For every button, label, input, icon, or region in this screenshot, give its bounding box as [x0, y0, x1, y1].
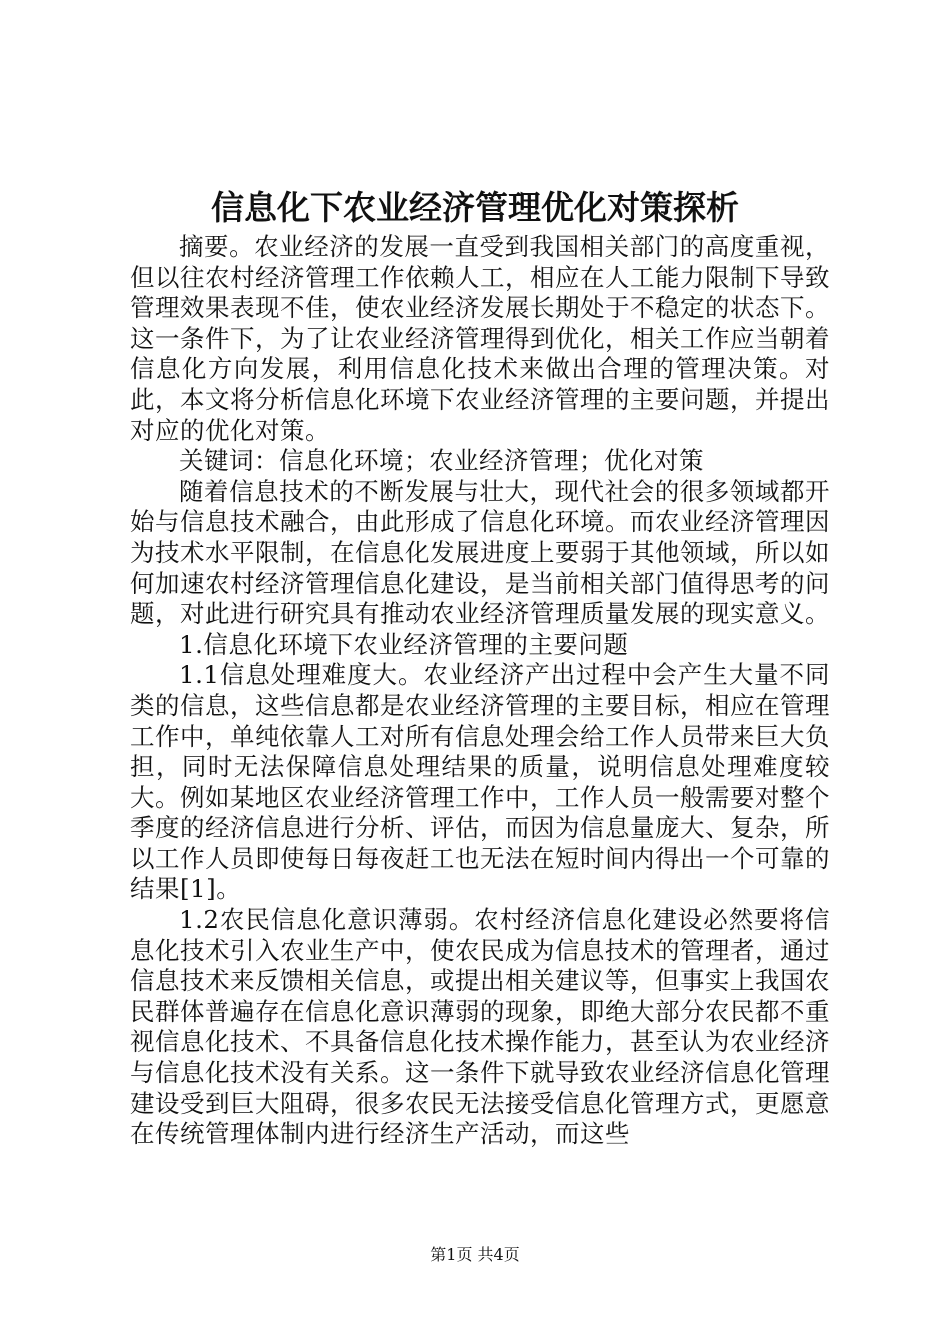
body-paragraph: 1.2农民信息化意识薄弱。农村经济信息化建设必然要将信息化技术引入农业生产中，使农民成为信息技术的管理者，通过信息技术来反馈相关信息，或提出相关建议等，但事实上我国农民群体普遍存在信息化意识薄弱的现象，即绝大部分农民都不重视信息化技术、不具备信息化技术操作能力，甚至认为农业经济与信息化技术没有关系。这一条件下就导致农业经济信息化管理建设受到巨大阻碍，很多农民无法接受信息化管理方式，更愿意在传统管理体制内进行经济生产活动，而这些 [130, 905, 830, 1149]
document-body [130, 232, 830, 1150]
abstract-paragraph: 摘要。农业经济的发展一直受到我国相关部门的高度重视，但以往农村经济管理工作依赖人工，相应在人工能力限制下导致管理效果表现不佳，使农业经济发展长期处于不稳定的状态下。这一条件下，为了让农业经济管理得到优化，相关工作应当朝着信息化方向发展，利用信息化技术来做出合理的管理决策。对此，本文将分析信息化环境下农业经济管理的主要问题，并提出对应的优化对策。 [130, 232, 830, 445]
intro-paragraph: 随着信息技术的不断发展与壮大，现代社会的很多领域都开始与信息技术融合，由此形成了信息化环境。而农业经济管理因为技术水平限制，在信息化发展进度上要弱于其他领域，所以如何加速农村经济管理信息化建设，是当前相关部门值得思考的问题，对此进行研究具有推动农业经济管理质量发展的现实意义。 [130, 476, 830, 629]
section-heading: 1.信息化环境下农业经济管理的主要问题 [179, 629, 629, 659]
body-paragraph: 1.1信息处理难度大。农业经济产出过程中会产生大量不同类的信息，这些信息都是农业经济管理的主要目标，相应在管理工作中，单纯依靠人工对所有信息处理会给工作人员带来巨大负担，同时无法保障信息处理结果的质量，说明信息处理难度较大。例如某地区农业经济管理工作中，工作人员一般需要对整个季度的经济信息进行分析、评估，而因为信息量庞大、复杂，所以工作人员即使每日每夜赶工也无法在短时间内得出一个可靠的结果[1]。 [130, 660, 830, 904]
document-title: 信息化下农业经济管理优化对策探析 [211, 188, 739, 227]
page-footer: 第1页 共4页 [430, 1245, 520, 1264]
keywords-paragraph: 关键词：信息化环境；农业经济管理；优化对策 [179, 446, 704, 476]
